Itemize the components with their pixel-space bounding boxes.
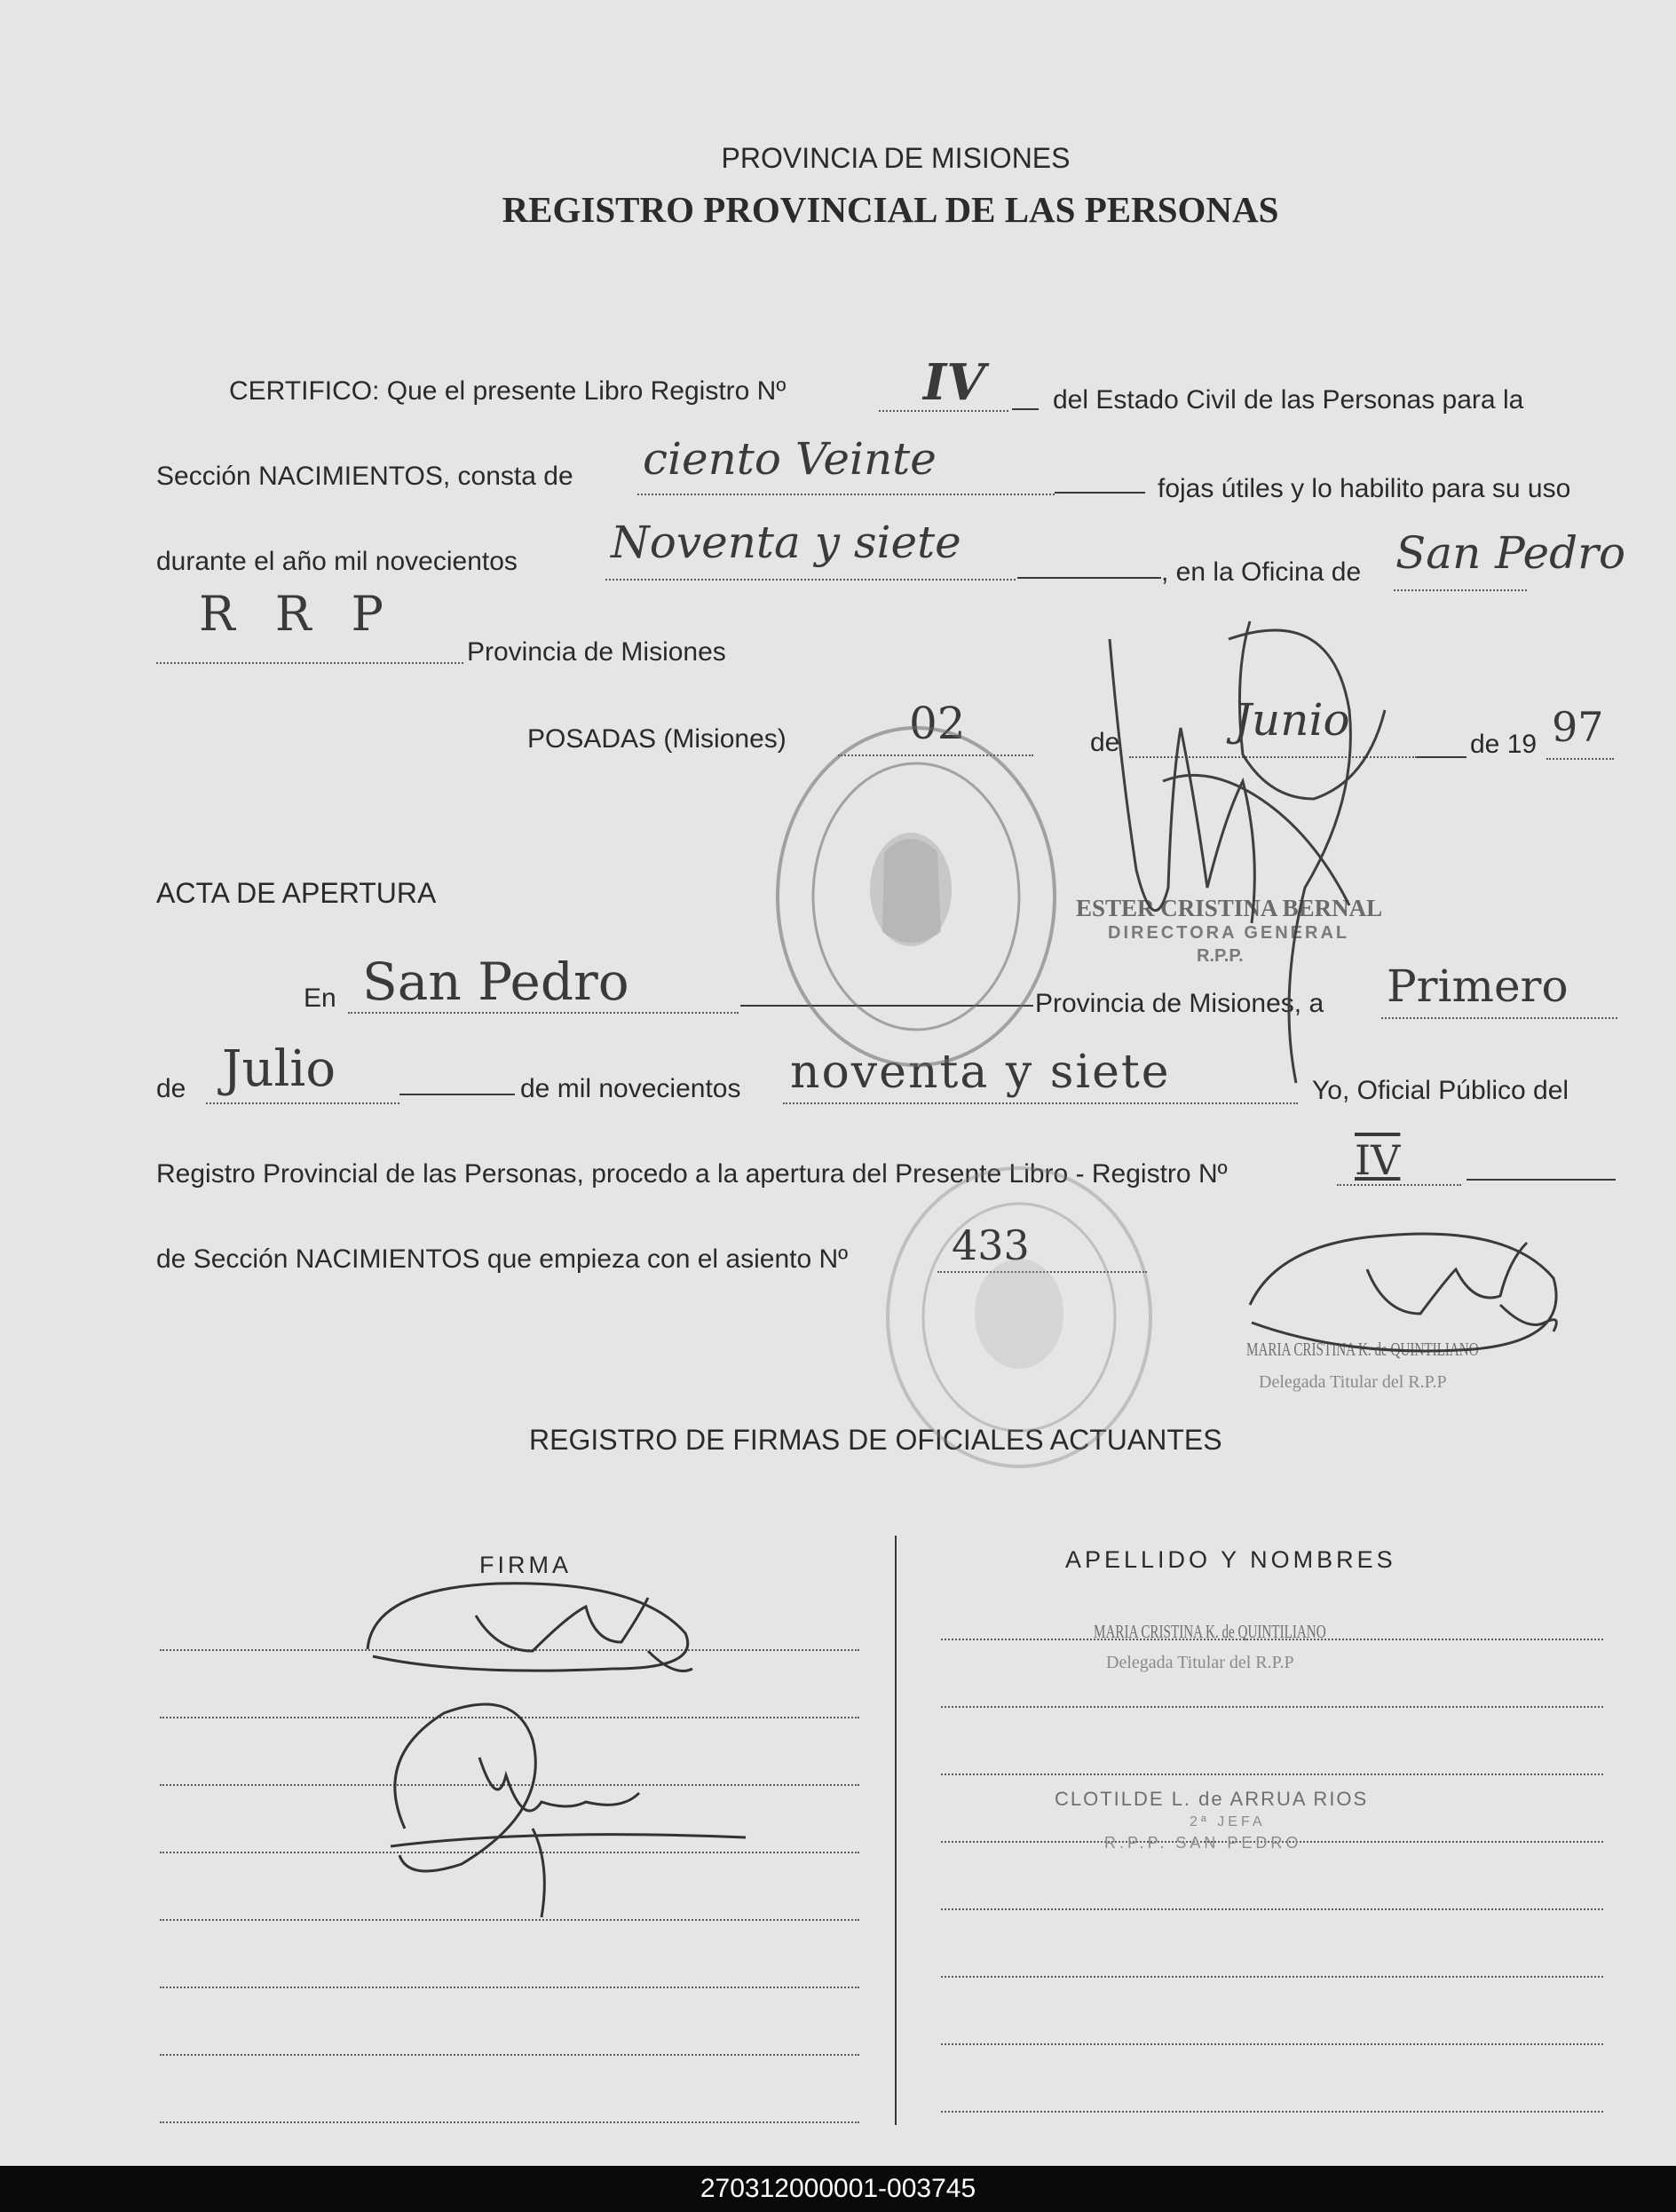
- officer-2-org: R.P.P. SAN PEDRO: [1104, 1834, 1302, 1852]
- apertura-place-handwritten: San Pedro: [362, 952, 629, 1012]
- apertura-line3-text: Registro Provincial de las Personas, procedo a la apertura del Presente Libro - Registro Nº: [156, 1159, 1228, 1189]
- fojas-suffix-text: fojas útiles y lo habilito para su uso: [1158, 474, 1571, 503]
- delegate-stamp-title: Delegada Titular del R.P.P: [1259, 1372, 1447, 1392]
- province-suffix-text: Provincia de Misiones: [467, 637, 726, 667]
- year-prefix2-text: de 19: [1470, 730, 1538, 759]
- officer-2-signature: [391, 1704, 746, 1917]
- office-handwritten: San Pedro: [1395, 527, 1626, 579]
- apertura-line4-text: de Sección NACIMIENTOS que empieza con el asiento Nº: [156, 1244, 849, 1274]
- director-stamp-org: R.P.P.: [1197, 946, 1244, 966]
- place-text: POSADAS (Misiones): [527, 724, 787, 754]
- director-stamp-title: DIRECTORA GENERAL: [1108, 923, 1350, 943]
- col-names-label: APELLIDO Y NOMBRES: [1065, 1546, 1396, 1573]
- officer-2-name: CLOTILDE L. de ARRUA RIOS: [1055, 1788, 1369, 1810]
- officer-1-title: Delegada Titular del R.P.P: [1106, 1653, 1294, 1672]
- cert-section-text: Sección NACIMIENTOS, consta de: [156, 462, 573, 491]
- year-prefix-text: durante el año mil novecientos: [156, 547, 518, 576]
- director-signature: [1110, 621, 1385, 1083]
- apertura-entry-handwritten: 433: [952, 1221, 1030, 1269]
- apertura-year-handwritten: noventa y siete: [790, 1046, 1171, 1099]
- fojas-handwritten: ciento Veinte: [643, 433, 937, 485]
- apertura-day-handwritten: Primero: [1387, 960, 1569, 1012]
- apertura-month-handwritten: Julio: [222, 1040, 336, 1098]
- day-handwritten: 02: [909, 698, 966, 749]
- date-de-text: de: [1090, 728, 1120, 757]
- document-id-footer: 270312000001-003745: [0, 2166, 1676, 2212]
- registry-heading: REGISTRO PROVINCIAL DE LAS PERSONAS: [502, 189, 1279, 230]
- office-prefix-text: , en la Oficina de: [1161, 557, 1362, 587]
- province-heading: PROVINCIA DE MISIONES: [721, 142, 1071, 174]
- delegate-stamp-name: MARIA CRISTINA K. de QUINTILIANO: [1246, 1339, 1479, 1360]
- apertura-en-text: En: [304, 984, 336, 1013]
- apertura-province-text: Provincia de Misiones, a: [1035, 989, 1324, 1018]
- apertura-year-prefix: de mil novecientos: [520, 1074, 741, 1103]
- apertura-heading: ACTA DE APERTURA: [156, 877, 437, 909]
- apertura-de-text: de: [156, 1074, 186, 1103]
- director-stamp-name: ESTER CRISTINA BERNAL: [1076, 895, 1383, 921]
- signatures-heading: REGISTRO DE FIRMAS DE OFICIALES ACTUANTES: [529, 1424, 1222, 1456]
- san-pedro-round-seal: [888, 1168, 1150, 1466]
- officer-1-name: MARIA CRISTINA K. de QUINTILIANO: [1094, 1621, 1326, 1642]
- year-digits-handwritten: 97: [1552, 703, 1604, 751]
- apertura-officer-text: Yo, Oficial Público del: [1312, 1076, 1569, 1105]
- col-signature-label: FIRMA: [479, 1552, 572, 1578]
- year-handwritten: Noventa y siete: [611, 517, 961, 568]
- officer-2-title: 2ª JEFA: [1190, 1814, 1266, 1829]
- office-line2-handwritten: R R P: [199, 586, 396, 642]
- cert-line1-text: CERTIFICO: Que el presente Libro Registro Nº: [229, 376, 787, 406]
- apertura-book-handwritten: IV: [1355, 1136, 1401, 1184]
- delegate-signature: [1250, 1234, 1556, 1351]
- month-handwritten: Junio: [1234, 694, 1350, 746]
- official-oval-seal: [778, 728, 1055, 1065]
- officer-1-signature: [368, 1584, 692, 1671]
- cert-line1-end: del Estado Civil de las Personas para la: [1053, 385, 1524, 415]
- book-number-handwritten: IV: [923, 353, 985, 412]
